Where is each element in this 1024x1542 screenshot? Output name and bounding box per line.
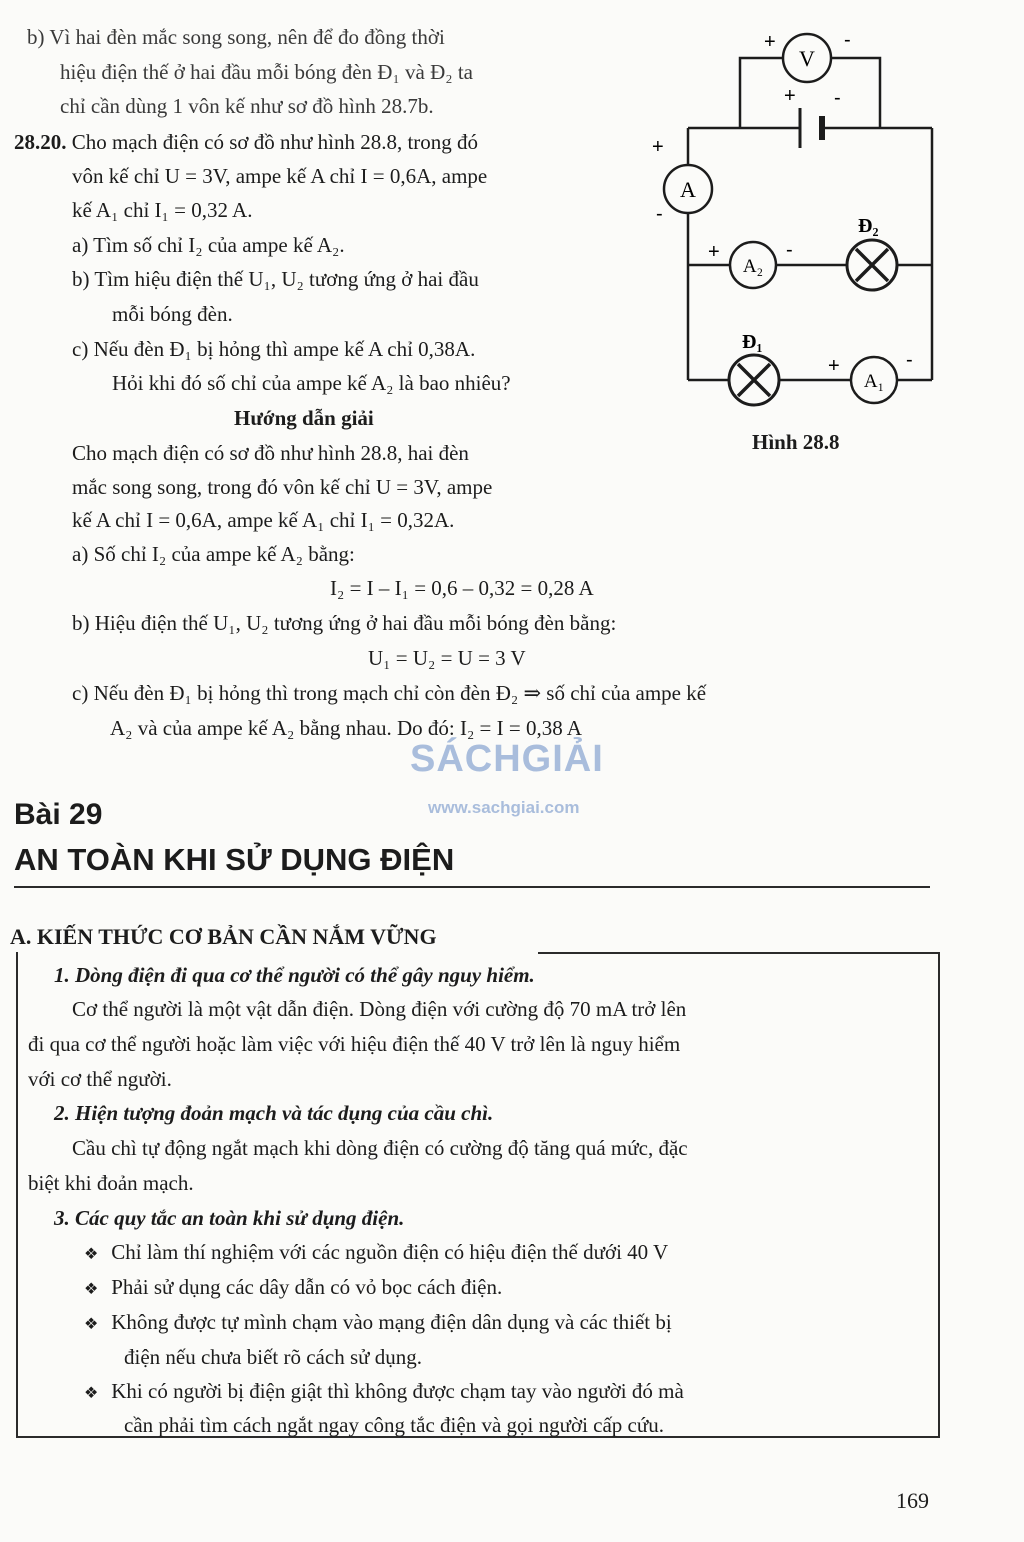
solution-a: a) Số chỉ I₂ của ampe kế A₂ bằng:	[72, 542, 355, 566]
bullet-diamond-icon: ❖	[84, 1385, 99, 1402]
solution-heading: Hướng dẫn giải	[234, 406, 374, 430]
topic-1-heading: 1. Dòng điện đi qua cơ thể người có thể gây nguy hiểm.	[54, 963, 535, 987]
question-b-line1: b) Tìm hiệu điện thế U₁, U₂ tương ứng ở hai đầu	[72, 267, 479, 291]
exercise-block	[14, 125, 478, 159]
ammeter-a2-minus: -	[786, 239, 793, 261]
voltmeter-label: V	[799, 46, 815, 71]
lesson-title: AN TOÀN KHI SỬ DỤNG ĐIỆN	[14, 842, 455, 877]
solution-c-line1: c) Nếu đèn Đ₁ bị hỏng thì trong mạch chỉ còn đèn Đ₂ ⇒ số chỉ của ampe kế	[72, 681, 707, 705]
bullet-diamond-icon: ❖	[84, 1316, 99, 1333]
voltmeter-plus: +	[764, 31, 776, 53]
section-a-heading: A. KIẾN THỨC CƠ BẢN CẦN NẮM VỮNG	[10, 924, 437, 949]
rule-text-continued: điện nếu chưa biết rõ cách sử dụng.	[124, 1345, 422, 1369]
solution-line2: mắc song song, trong đó vôn kế chỉ U = 3V, ampe	[72, 475, 493, 499]
topic-2-line2: biệt khi đoản mạch.	[28, 1171, 194, 1195]
topic-1-line3: với cơ thể người.	[28, 1067, 172, 1091]
exercise-line3: kế A₁ chỉ I₁ = 0,32 A.	[72, 198, 253, 222]
ammeter-a1-label: A₁	[863, 371, 885, 392]
voltmeter-minus: -	[844, 29, 851, 51]
watermark-logo: SÁCHGIẢI	[410, 738, 604, 780]
lesson-number: Bài 29	[14, 798, 103, 831]
topic-2-heading: 2. Hiện tượng đoản mạch và tác dụng của cầu chì.	[54, 1101, 494, 1125]
topic-3-heading: 3. Các quy tắc an toàn khi sử dụng điện.	[54, 1206, 405, 1230]
answer-b-line3: chỉ cần dùng 1 vôn kế như sơ đồ hình 28.7b.	[60, 94, 434, 118]
exercise-line1: Cho mạch điện có sơ đồ như hình 28.8, trong đó	[71, 130, 479, 154]
circuit-diagram	[640, 20, 960, 420]
box-top-rule	[538, 952, 938, 954]
bullet-diamond-icon: ❖	[84, 1246, 99, 1263]
bullet-diamond-icon: ❖	[84, 1281, 99, 1298]
lamp-d2-label: Đ₂	[858, 215, 879, 237]
solution-b-equation: U₁ = U₂ = U = 3 V	[368, 646, 526, 670]
solution-c-line2: A₂ và của ampe kế A₂ bằng nhau. Do đó: I₂ = I = 0,38 A	[110, 716, 582, 740]
topic-1-line2: đi qua cơ thể người hoặc làm việc với hiệu điện thế 40 V trở lên là nguy hiểm	[28, 1032, 681, 1056]
solution-line1: Cho mạch điện có sơ đồ như hình 28.8, hai đèn	[72, 441, 469, 465]
ammeter-a2-label: A₂	[742, 256, 764, 277]
rule-item	[84, 1270, 502, 1307]
solution-line3: kế A chỉ I = 0,6A, ampe kế A₁ chỉ I₁ = 0,32A.	[72, 508, 455, 532]
title-rule	[14, 886, 930, 888]
battery-plus: +	[784, 85, 796, 107]
rule-text: Khi có người bị điện giật thì không được chạm tay vào người đó mà	[111, 1379, 684, 1403]
rule-item	[84, 1235, 668, 1272]
answer-b-line1: b) Vì hai đèn mắc song song, nên để đo đồng thời	[27, 25, 445, 49]
rule-text: Phải sử dụng các dây dẫn có vỏ bọc cách điện.	[111, 1275, 503, 1299]
ammeter-a1-minus: -	[906, 349, 913, 371]
lamp-d1-label: Đ₁	[742, 331, 763, 353]
watermark-url: www.sachgiai.com	[428, 798, 580, 817]
question-b-line2: mỗi bóng đèn.	[112, 302, 233, 326]
ammeter-a1-plus: +	[828, 355, 840, 377]
solution-a-equation: I₂ = I – I₁ = 0,6 – 0,32 = 0,28 A	[330, 576, 594, 600]
ammeter-a2-plus: +	[708, 241, 720, 263]
solution-b: b) Hiệu điện thế U₁, U₂ tương ứng ở hai đầu mỗi bóng đèn bằng:	[72, 611, 617, 635]
ammeter-a-minus: -	[656, 203, 663, 225]
rule-item	[84, 1305, 672, 1342]
answer-b-line2: hiệu điện thế ở hai đầu mỗi bóng đèn Đ₁ và Đ₂ ta	[60, 60, 473, 84]
ammeter-a-label: A	[680, 177, 696, 202]
exercise-number: 28.20.	[14, 130, 67, 154]
figure-caption: Hình 28.8	[752, 430, 840, 454]
topic-2-line1: Cầu chì tự động ngắt mạch khi dòng điện có cường độ tăng quá mức, đặc	[72, 1136, 688, 1160]
rule-text: Không được tự mình chạm vào mạng điện dân dụng và các thiết bị	[111, 1310, 672, 1334]
rule-text: Chỉ làm thí nghiệm với các nguồn điện có hiệu điện thế dưới 40 V	[111, 1240, 669, 1264]
page-number: 169	[896, 1488, 929, 1513]
battery-minus: -	[834, 87, 841, 109]
circuit-wires	[688, 58, 932, 380]
question-a: a) Tìm số chỉ I₂ của ampe kế A₂.	[72, 233, 345, 257]
rule-item	[84, 1374, 684, 1411]
topic-1-line1: Cơ thể người là một vật dẫn điện. Dòng điện với cường độ 70 mA trở lên	[72, 997, 687, 1021]
question-c-line2: Hỏi khi đó số chỉ của ampe kế A₂ là bao nhiêu?	[112, 371, 511, 395]
ammeter-a-plus: +	[652, 136, 664, 158]
question-c-line1: c) Nếu đèn Đ₁ bị hỏng thì ampe kế A chỉ 0,38A.	[72, 337, 476, 361]
rule-text-continued: cần phải tìm cách ngắt ngay công tắc điện và gọi người cấp cứu.	[124, 1413, 665, 1437]
exercise-line2: vôn kế chỉ U = 3V, ampe kế A chỉ I = 0,6A, ampe	[72, 164, 488, 188]
